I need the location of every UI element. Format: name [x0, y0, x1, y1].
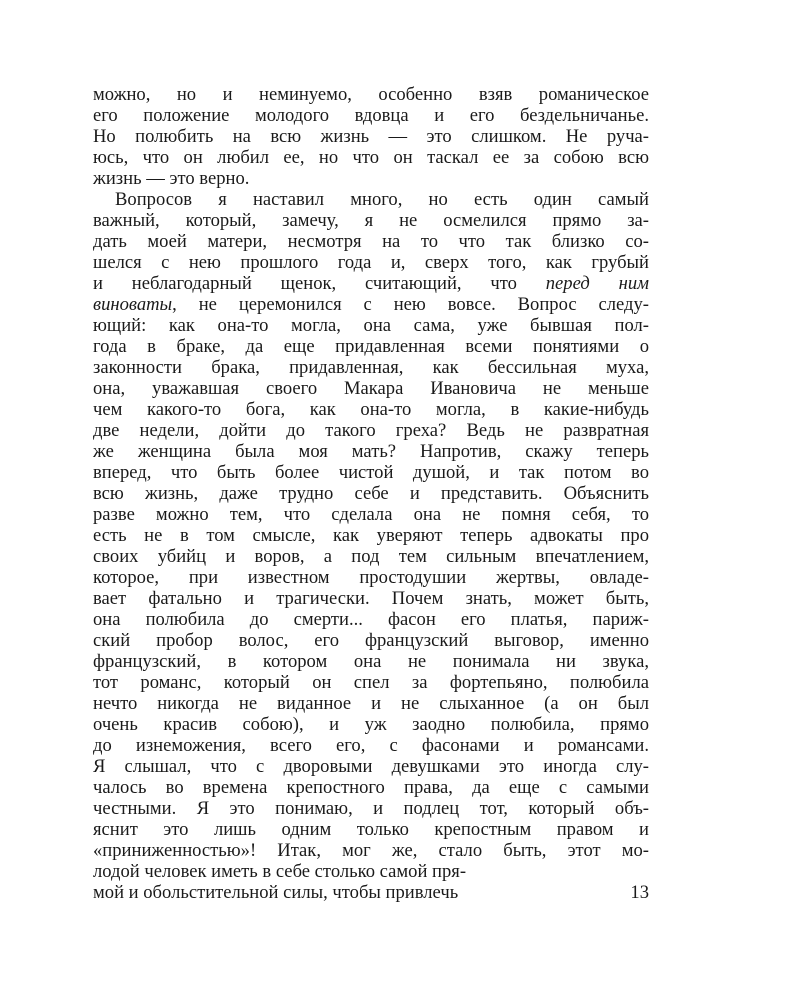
- text-line: [93, 504, 649, 525]
- text-line: [93, 609, 649, 630]
- text-segment: дать моей матери, несмотря на то что так близко со-: [93, 231, 649, 252]
- text-segment: две недели, дойти до такого греха? Ведь не развратная: [93, 420, 649, 441]
- text-line: [93, 294, 649, 315]
- text-line: [93, 882, 649, 903]
- text-line: [93, 189, 649, 210]
- text-line: [93, 168, 649, 189]
- text-line: [93, 525, 649, 546]
- text-line: [93, 441, 649, 462]
- text-line: [93, 378, 649, 399]
- text-line: [93, 231, 649, 252]
- text-segment: есть не в том смысле, как уверяют теперь адвокаты про: [93, 525, 649, 546]
- text-segment: вперед, что быть более чистой душой, и так потом во: [93, 462, 649, 483]
- text-segment: очень красив собою), и уж заодно полюбила, прямо: [93, 714, 649, 735]
- text-segment: нечто никогда не виданное и не слыханное (а он был: [93, 693, 649, 714]
- text-line: [93, 693, 649, 714]
- text-segment: тот романс, который он спел за фортепьяно, полюбила: [93, 672, 649, 693]
- text-line: [93, 777, 649, 798]
- text-segment: разве можно тем, что сделала она не помня себя, то: [93, 504, 649, 525]
- text-segment: Вопросов я наставил много, но есть один самый: [115, 189, 649, 210]
- text-segment: ский пробор волос, его французский выговор, именно: [93, 630, 649, 651]
- text-segment: она, уважавшая своего Макара Ивановича не меньше: [93, 378, 649, 399]
- text-segment: яснит это лишь одним только крепостным правом и: [93, 819, 649, 840]
- text-line: [93, 252, 649, 273]
- text-line: [93, 420, 649, 441]
- text-line: [93, 567, 649, 588]
- text-line: [93, 819, 649, 840]
- text-line: [93, 273, 649, 294]
- page-number: 13: [630, 882, 649, 903]
- italic-text: перед ним: [545, 273, 650, 294]
- text-line: [93, 672, 649, 693]
- text-segment: французский, в котором она не понимала ни звука,: [93, 651, 649, 672]
- text-segment: лодой человек иметь в себе столько самой пря-: [93, 861, 467, 882]
- text-line: [93, 735, 649, 756]
- text-segment: она полюбила до смерти... фасон его платья, париж-: [93, 609, 649, 630]
- text-segment: вает фатально и трагически. Почем знать, может быть,: [93, 588, 649, 609]
- text-line: [93, 147, 649, 168]
- text-segment: чалось во времена крепостного права, да еще с самыми: [93, 777, 649, 798]
- text-segment: своих убийц и воров, а под тем сильным впечатлением,: [93, 546, 649, 567]
- text-segment: мой и обольстительной силы, чтобы привлечь: [93, 882, 459, 903]
- text-segment: которое, при известном простодушии жертвы, овладе-: [93, 567, 649, 588]
- text-segment: до изнеможения, всего его, с фасонами и романсами.: [93, 735, 649, 756]
- text-line: [93, 483, 649, 504]
- text-segment: ющий: как она-то могла, она сама, уже бывшая пол-: [93, 315, 649, 336]
- text-line: [93, 315, 649, 336]
- text-segment: шелся с нею прошлого года и, сверх того, как грубый: [93, 252, 649, 273]
- text-segment: , не церемонился с нею вовсе. Вопрос следу-: [172, 294, 649, 315]
- text-segment: Но полюбить на всю жизнь — это слишком. Не руча-: [93, 126, 649, 147]
- text-segment: чем какого-то бога, как она-то могла, в какие-нибудь: [93, 399, 649, 420]
- text-segment: «приниженностью»! Итак, мог же, стало быть, этот мо-: [93, 840, 649, 861]
- text-segment: года в браке, да еще придавленная всеми понятиями о: [93, 336, 649, 357]
- text-segment: важный, который, замечу, я не осмелился прямо за-: [93, 210, 649, 231]
- text-segment: и неблагодарный щенок, считающий, что: [93, 273, 546, 294]
- text-segment: всю жизнь, даже трудно себе и представить. Объяснить: [93, 483, 649, 504]
- italic-text: виноваты: [93, 294, 173, 315]
- text-line: [93, 84, 649, 105]
- text-line: [93, 105, 649, 126]
- text-line: [93, 126, 649, 147]
- text-segment: честными. Я это понимаю, и подлец тот, который объ-: [93, 798, 649, 819]
- text-line: [93, 861, 649, 882]
- text-line: [93, 336, 649, 357]
- text-line-content: [93, 882, 458, 903]
- text-line: [93, 399, 649, 420]
- text-line: [93, 756, 649, 777]
- text-segment: можно, но и неминуемо, особенно взяв романическое: [93, 84, 649, 105]
- text-segment: Я слышал, что с дворовыми девушками это иногда слу-: [93, 756, 649, 777]
- text-line: [93, 210, 649, 231]
- book-page-text: [93, 84, 649, 903]
- text-segment: жизнь — это верно.: [93, 168, 250, 189]
- text-line: [93, 588, 649, 609]
- text-line: [93, 840, 649, 861]
- text-line: [93, 798, 649, 819]
- text-line: [93, 651, 649, 672]
- text-line: [93, 714, 649, 735]
- text-line: [93, 357, 649, 378]
- text-line: [93, 462, 649, 483]
- text-line: [93, 630, 649, 651]
- text-segment: законности брака, придавленная, как бессильная муха,: [93, 357, 649, 378]
- text-line: [93, 546, 649, 567]
- text-segment: юсь, что он любил ее, но что он таскал ее за собою всю: [93, 147, 649, 168]
- text-segment: его положение молодого вдовца и его бездельничанье.: [93, 105, 649, 126]
- text-segment: же женщина была моя мать? Напротив, скажу теперь: [93, 441, 649, 462]
